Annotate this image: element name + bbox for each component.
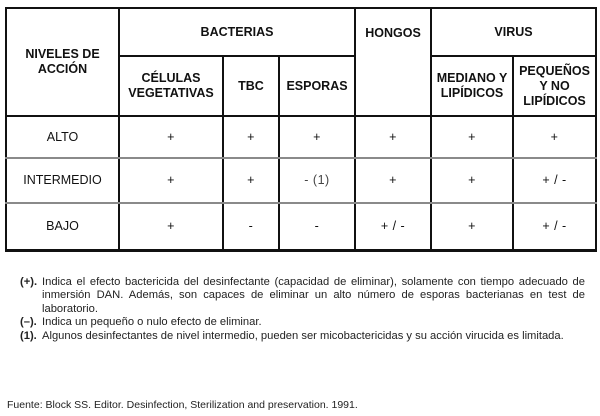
header-bacterias: BACTERIAS: [119, 8, 355, 56]
cell: +: [431, 116, 513, 158]
cell: +: [119, 158, 223, 203]
table-row: [6, 116, 596, 158]
header-niveles-de-accion: NIVELES DE ACCIÓN: [6, 8, 119, 116]
cell: +: [355, 116, 431, 158]
footnotes: [20, 276, 585, 343]
cell: +: [513, 116, 596, 158]
footnote-mark: (1).: [20, 329, 37, 342]
footnote-one: [20, 330, 585, 343]
row-label-intermedio: INTERMEDIO: [6, 158, 119, 203]
header-pequenos-no-lipidicos: PEQUEÑOS Y NO LIPÍDICOS: [513, 56, 596, 116]
cell: + / -: [513, 158, 596, 203]
footnote-text: Indica el efecto bactericida del desinfectante (capacidad de eliminar), solamente con tiempo adecuado de inmersión DAN. Además, son capaces de eliminar un alto número de esporas bacterianas en test de laboratorio.: [42, 276, 585, 315]
cell: -: [223, 203, 279, 250]
cell: +: [431, 203, 513, 250]
footnote-mark: (+).: [20, 276, 38, 288]
cell: + / -: [355, 203, 431, 250]
cell: - (1): [279, 158, 355, 203]
header-mediano-lipidicos: MEDIANO Y LIPÍDICOS: [431, 56, 513, 116]
row-label-bajo: BAJO: [6, 203, 119, 250]
footnote-text: Algunos desinfectantes de nivel intermedio, pueden ser micobactericidas y su acción virucida es limitada.: [42, 329, 564, 342]
disinfection-levels-table: [5, 7, 597, 252]
row-label-alto: ALTO: [6, 116, 119, 158]
cell: +: [119, 203, 223, 250]
cell: +: [355, 158, 431, 203]
header-virus: VIRUS: [431, 8, 596, 56]
header-esporas: ESPORAS: [279, 56, 355, 116]
cell: +: [279, 116, 355, 158]
header-celulas-vegetativas: CÉLULAS VEGETATIVAS: [119, 56, 223, 116]
cell: + / -: [513, 203, 596, 250]
cell: +: [223, 116, 279, 158]
cell: +: [431, 158, 513, 203]
table-row: [6, 203, 596, 250]
source-citation: Fuente: Block SS. Editor. Desinfection, Sterilization and preservation. 1991.: [7, 399, 358, 411]
footnote-minus: [20, 316, 585, 329]
header-hongos: HONGOS: [355, 8, 431, 116]
cell: +: [223, 158, 279, 203]
cell: -: [279, 203, 355, 250]
footnote-plus: [20, 276, 585, 316]
cell: +: [119, 116, 223, 158]
footnote-text: Indica un pequeño o nulo efecto de eliminar.: [42, 316, 262, 329]
header-tbc: TBC: [223, 56, 279, 116]
table-row: [6, 158, 596, 203]
footnote-mark: (–).: [20, 316, 37, 329]
